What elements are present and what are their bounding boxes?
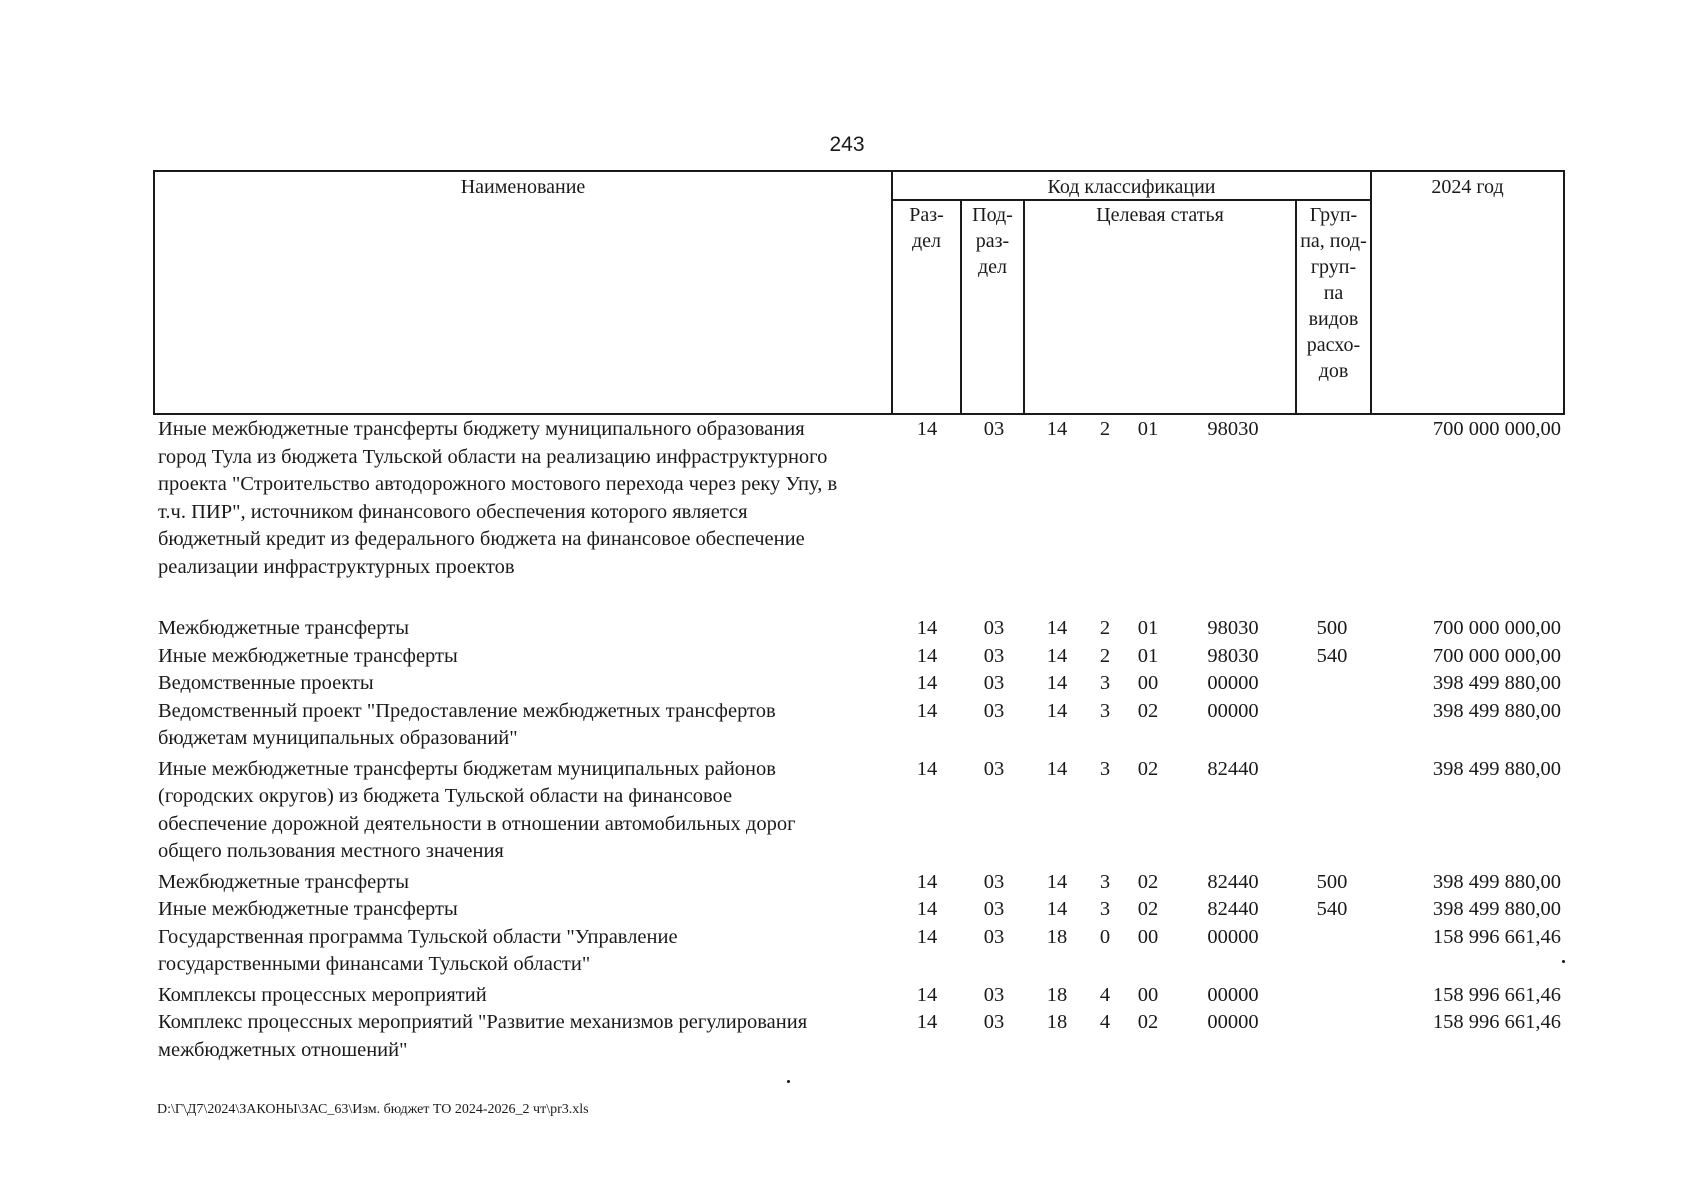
table-row xyxy=(153,896,1565,924)
code-event: 02 xyxy=(1137,757,1159,780)
code-event: 02 xyxy=(1137,1011,1159,1033)
code-subprogram: 4 xyxy=(1099,1011,1111,1033)
code-event: 00 xyxy=(1137,983,1159,1006)
table-header xyxy=(153,170,1565,415)
amount-2024: 158 996 661,46 xyxy=(1432,925,1561,948)
code-section: 14 xyxy=(916,983,938,1006)
code-subprogram: 3 xyxy=(1099,699,1111,722)
code-direction: 98030 xyxy=(1207,644,1259,667)
code-subsection: 03 xyxy=(983,925,1005,948)
code-subprogram: 3 xyxy=(1099,757,1111,780)
table-row xyxy=(153,615,1565,643)
header-target-article: Целевая статья xyxy=(1096,204,1224,226)
row-name: Комплексы процессных мероприятий xyxy=(158,983,487,1006)
code-subprogram: 2 xyxy=(1099,617,1111,639)
code-program: 14 xyxy=(1046,644,1068,667)
code-direction: 00000 xyxy=(1207,925,1259,948)
table-row xyxy=(153,869,1565,897)
code-subsection: 03 xyxy=(983,870,1005,893)
amount-2024: 158 996 661,46 xyxy=(1432,983,1561,1006)
code-event: 00 xyxy=(1137,925,1159,948)
code-subsection: 03 xyxy=(983,672,1005,694)
code-program: 14 xyxy=(1046,757,1068,780)
code-subsection: 03 xyxy=(983,418,1005,440)
amount-2024: 398 499 880,00 xyxy=(1432,672,1561,694)
code-subprogram: 3 xyxy=(1099,870,1111,893)
code-subprogram: 2 xyxy=(1099,418,1111,440)
scan-speck xyxy=(787,1080,790,1083)
row-name: Государственная программа Тульской области "Управление государственными финансами Тульской области" xyxy=(158,925,678,975)
header-classification: Код классификации xyxy=(1047,176,1216,198)
code-direction: 00000 xyxy=(1207,699,1259,722)
code-section: 14 xyxy=(916,870,938,893)
code-direction: 82440 xyxy=(1207,870,1259,893)
code-program: 18 xyxy=(1046,983,1068,1006)
row-name: Ведомственные проекты xyxy=(158,672,374,694)
code-subsection: 03 xyxy=(983,699,1005,722)
amount-2024: 398 499 880,00 xyxy=(1432,870,1561,893)
code-event: 01 xyxy=(1137,644,1159,667)
code-direction: 00000 xyxy=(1207,983,1259,1006)
table-row xyxy=(153,698,1565,753)
amount-2024: 700 000 000,00 xyxy=(1432,418,1561,440)
code-direction: 98030 xyxy=(1207,418,1259,440)
code-direction: 82440 xyxy=(1207,898,1259,920)
table-row xyxy=(153,643,1565,671)
amount-2024: 398 499 880,00 xyxy=(1432,699,1561,722)
code-event: 01 xyxy=(1137,418,1159,440)
header-year: 2024 год xyxy=(1431,176,1504,198)
page-number: 243 xyxy=(829,133,865,156)
code-group: 540 xyxy=(1316,644,1348,667)
code-section: 14 xyxy=(916,925,938,948)
code-program: 18 xyxy=(1046,925,1068,948)
code-subprogram: 4 xyxy=(1099,983,1111,1006)
code-event: 01 xyxy=(1137,617,1159,639)
row-name: Иные межбюджетные трансферты бюджетам муниципальных районов (городских округов) из бюджета Тульской области на финансовое обеспечение дорожной деятельности в отношении автомобильных дорог общего пользования местного значения xyxy=(158,757,796,862)
code-section: 14 xyxy=(916,898,938,920)
code-section: 14 xyxy=(916,418,938,440)
amount-2024: 398 499 880,00 xyxy=(1432,757,1561,780)
code-subsection: 03 xyxy=(983,898,1005,920)
code-subsection: 03 xyxy=(983,757,1005,780)
code-program: 14 xyxy=(1046,898,1068,920)
amount-2024: 158 996 661,46 xyxy=(1432,1011,1561,1033)
code-group: 500 xyxy=(1316,617,1348,639)
code-subprogram: 0 xyxy=(1099,925,1111,948)
code-direction: 98030 xyxy=(1207,617,1259,639)
table-row xyxy=(153,670,1565,698)
code-subsection: 03 xyxy=(983,644,1005,667)
code-event: 02 xyxy=(1137,898,1159,920)
header-group: Груп- па, под- груп- па видов расхо- дов xyxy=(1300,204,1367,382)
code-subprogram: 3 xyxy=(1099,672,1111,694)
code-program: 14 xyxy=(1046,672,1068,694)
code-group: 540 xyxy=(1316,898,1348,920)
table-row xyxy=(153,416,1565,581)
code-subsection: 03 xyxy=(983,983,1005,1006)
code-subprogram: 2 xyxy=(1099,644,1111,667)
amount-2024: 398 499 880,00 xyxy=(1432,898,1561,920)
row-name: Комплекс процессных мероприятий "Развитие механизмов регулирования межбюджетных отношений" xyxy=(158,1011,808,1061)
scan-speck xyxy=(1562,960,1565,963)
code-program: 14 xyxy=(1046,870,1068,893)
code-subsection: 03 xyxy=(983,617,1005,639)
amount-2024: 700 000 000,00 xyxy=(1432,617,1561,639)
amount-2024: 700 000 000,00 xyxy=(1432,644,1561,667)
code-section: 14 xyxy=(916,644,938,667)
code-program: 14 xyxy=(1046,617,1068,639)
table-row xyxy=(153,1009,1565,1064)
header-section: Раз- дел xyxy=(909,204,944,252)
code-direction: 82440 xyxy=(1207,757,1259,780)
header-name: Наименование xyxy=(460,176,586,198)
code-program: 14 xyxy=(1046,699,1068,722)
code-program: 18 xyxy=(1046,1011,1068,1033)
code-event: 02 xyxy=(1137,870,1159,893)
file-path: D:\Г\Д7\2024\ЗАКОНЫ\ЗАС_63\Изм. бюджет ТО 2024-2026_2 чт\pr3.xls xyxy=(157,1102,589,1117)
row-name: Иные межбюджетные трансферты xyxy=(158,644,458,667)
code-direction: 00000 xyxy=(1207,1011,1259,1033)
row-name: Иные межбюджетные трансферты xyxy=(158,898,458,920)
code-program: 14 xyxy=(1046,418,1068,440)
header-subsection: Под- раз- дел xyxy=(972,204,1013,278)
code-subsection: 03 xyxy=(983,1011,1005,1033)
table-row xyxy=(153,924,1565,979)
table-row xyxy=(153,982,1565,1010)
row-name: Иные межбюджетные трансферты бюджету муниципального образования город Тула из бюджета Тульской области на реализацию инфраструктурного проекта "Строительство автодорожного мостового перехода через реку Упу, в т.ч. ПИР", источником финансового обеспечения которого является бюджетный кредит из федерального бюджета на финансовое обеспечение реализации инфраструктурных проектов xyxy=(158,418,838,578)
code-section: 14 xyxy=(916,1011,938,1033)
table-body xyxy=(153,416,1565,1064)
code-section: 14 xyxy=(916,617,938,639)
code-subprogram: 3 xyxy=(1099,898,1111,920)
code-event: 00 xyxy=(1137,672,1159,694)
code-section: 14 xyxy=(916,672,938,694)
row-name: Ведомственный проект "Предоставление межбюджетных трансфертов бюджетам муниципальных образований" xyxy=(158,699,776,749)
code-group: 500 xyxy=(1316,870,1348,893)
code-section: 14 xyxy=(916,699,938,722)
code-direction: 00000 xyxy=(1207,672,1259,694)
code-section: 14 xyxy=(916,757,938,780)
table-row xyxy=(153,756,1565,866)
row-name: Межбюджетные трансферты xyxy=(158,617,409,639)
row-name: Межбюджетные трансферты xyxy=(158,870,409,893)
code-event: 02 xyxy=(1137,699,1159,722)
